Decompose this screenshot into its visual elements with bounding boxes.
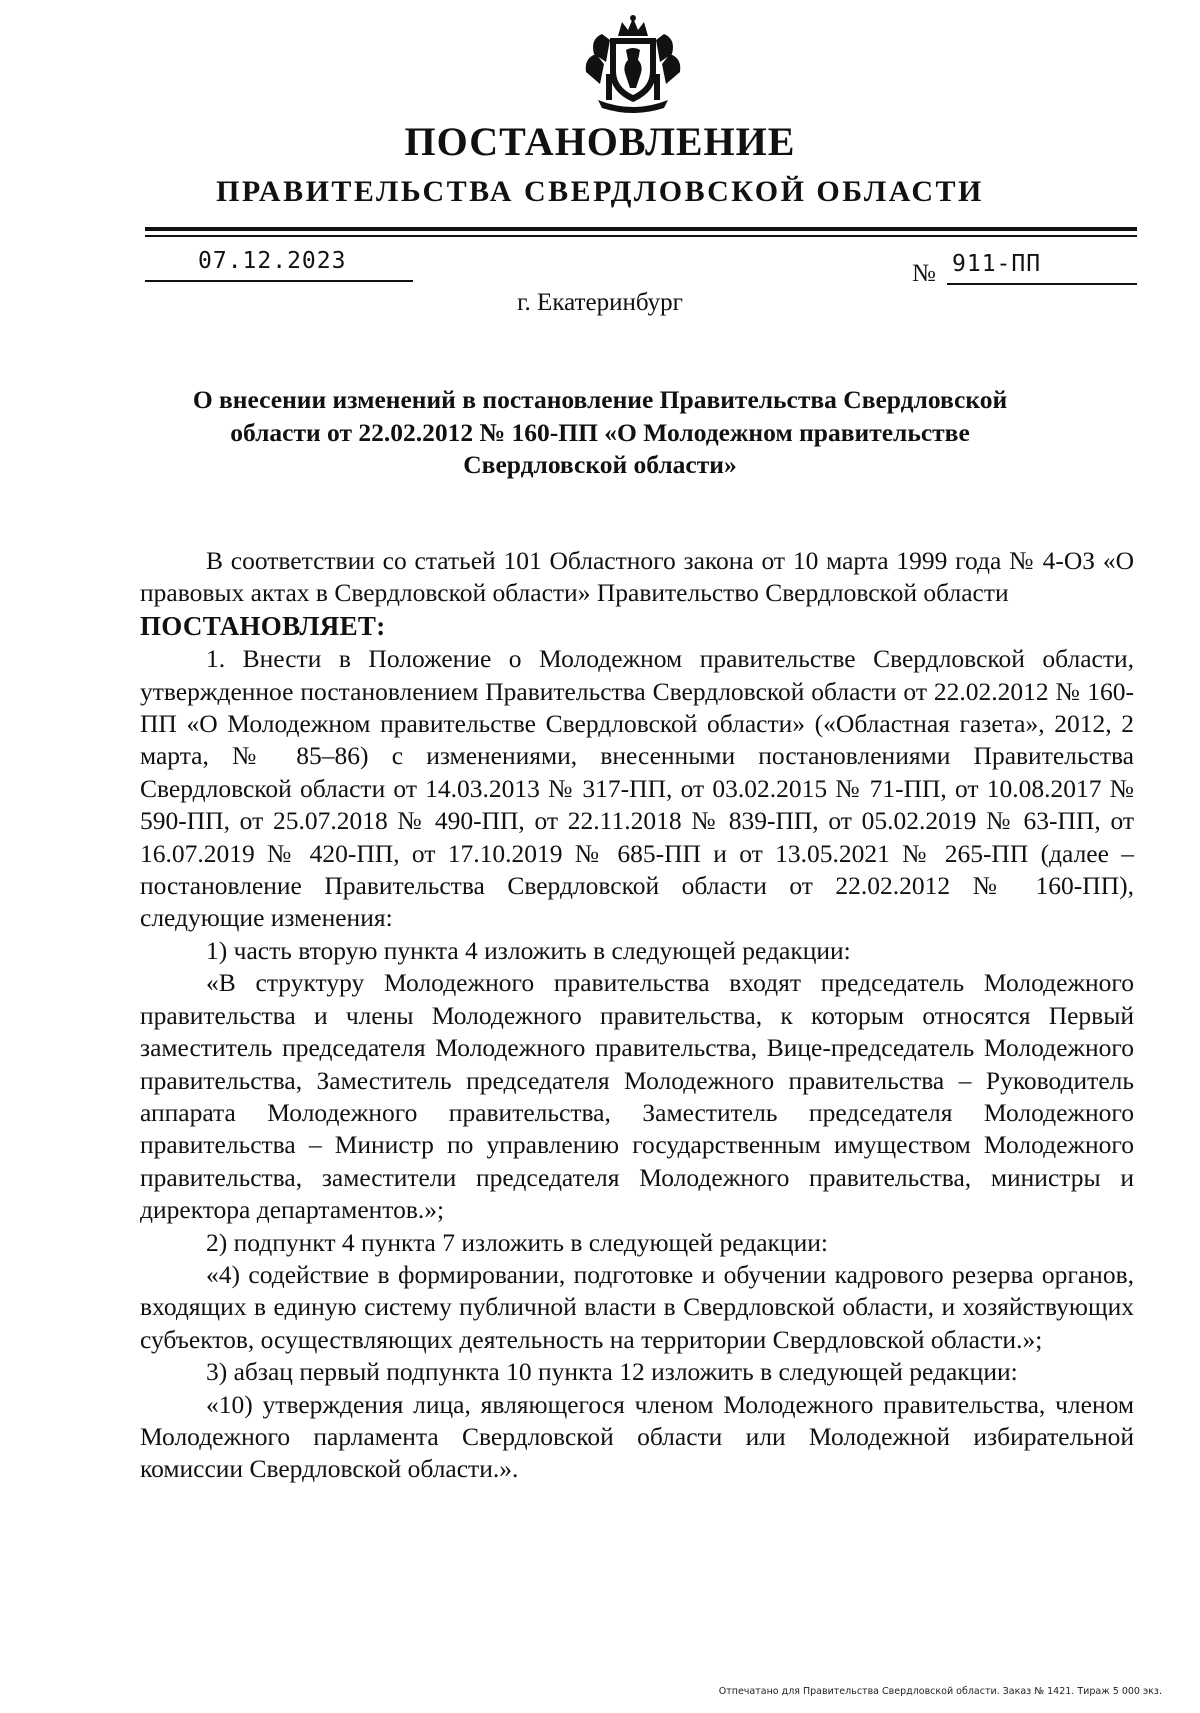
body-paragraph: «В структуру Молодежного правительства входят председатель Молодежного правительства и члены Молодежного правительства, к которым относятся Первый заместитель председателя Молодежного правительства, Вице-председатель Молодежного правительства, Заместитель председателя Молодежного правительства – Руководитель аппарата Молодежного правительства, Заместитель председателя Молодежного правительства – Министр по управлению государственным имуществом Молодежного правительства, заместители председателя Молодежного правительства, министры и директора департаментов.»;: [140, 968, 1134, 1225]
body-paragraph: 1. Внести в Положение о Молодежном правительстве Свердловской области, утвержденное постановлением Правительства Свердловской области от 22.02.2012 № 160-ПП «О Молодежном правительстве Свердловской области» («Областная газета», 2012, 2 марта, № 85–86) с изменениями, внесенными постановлениями Правительства Свердловской области от 14.03.2013 № 317-ПП, от 03.02.2015 № 71-ПП, от 10.08.2017 № 590-ПП, от 25.07.2018 № 490-ПП, от 22.11.2018 № 839-ПП, от 05.02.2019 № 63-ПП, от 16.07.2019 № 420-ПП, от 17.10.2019 № 685-ПП и от 13.05.2021 № 265-ПП (далее – постановление Правительства Свердловской области от 22.02.2012 № 160-ПП), следующие изменения:: [140, 644, 1134, 933]
body-paragraph: 2) подпункт 4 пункта 7 изложить в следующей редакции:: [206, 1227, 828, 1257]
header-divider-thin: [145, 235, 1137, 237]
city-of-issue: г. Екатеринбург: [517, 289, 683, 316]
body-paragraph: «10) утверждения лица, являющегося членом Молодежного правительства, членом Молодежного парламента Свердловской области или Молодежной избирательной комиссии Свердловской области.».: [140, 1389, 1134, 1484]
document-body: [140, 545, 1134, 1486]
decree-word: ПОСТАНОВЛЯЕТ:: [140, 610, 386, 641]
number-underline: [947, 283, 1137, 285]
date-underline: [145, 280, 413, 282]
preamble-paragraph: В соответствии со статьей 101 Областного закона от 10 марта 1999 года № 4-ОЗ «О правовых актах в Свердловской области» Правительство Свердловской области: [140, 546, 1134, 608]
print-footer: Отпечатано для Правительства Свердловской области. Заказ № 1421. Тираж 5 000 экз.: [718, 1686, 1162, 1697]
document-subject-title: О внесении изменений в постановление Правительства Свердловской области от 22.02.2012 № 160-ПП «О Молодежном правительстве Свердловской области»: [192, 385, 1008, 479]
decree-line: [140, 610, 1134, 643]
issuer-title: ПРАВИТЕЛЬСТВА СВЕРДЛОВСКОЙ ОБЛАСТИ: [216, 175, 984, 208]
number-sign: №: [912, 260, 936, 287]
document-type-title: ПОСТАНОВЛЕНИЕ: [404, 119, 796, 164]
header-divider-thick: [145, 227, 1137, 231]
body-paragraph: 1) часть вторую пункта 4 изложить в следующей редакции:: [206, 935, 851, 965]
body-paragraph: «4) содействие в формировании, подготовке и обучении кадрового резерва органов, входящих в единую систему публичной власти в Свердловской области, и хозяйствующих субъектов, осуществляющих деятельность на территории Свердловской области.»;: [140, 1259, 1134, 1354]
document-number: 911-ПП: [952, 251, 1042, 277]
document-date: 07.12.2023: [198, 248, 347, 274]
body-paragraph: 3) абзац первый подпункта 10 пункта 12 изложить в следующей редакции:: [206, 1357, 1018, 1387]
coat-of-arms-icon: [580, 14, 686, 114]
